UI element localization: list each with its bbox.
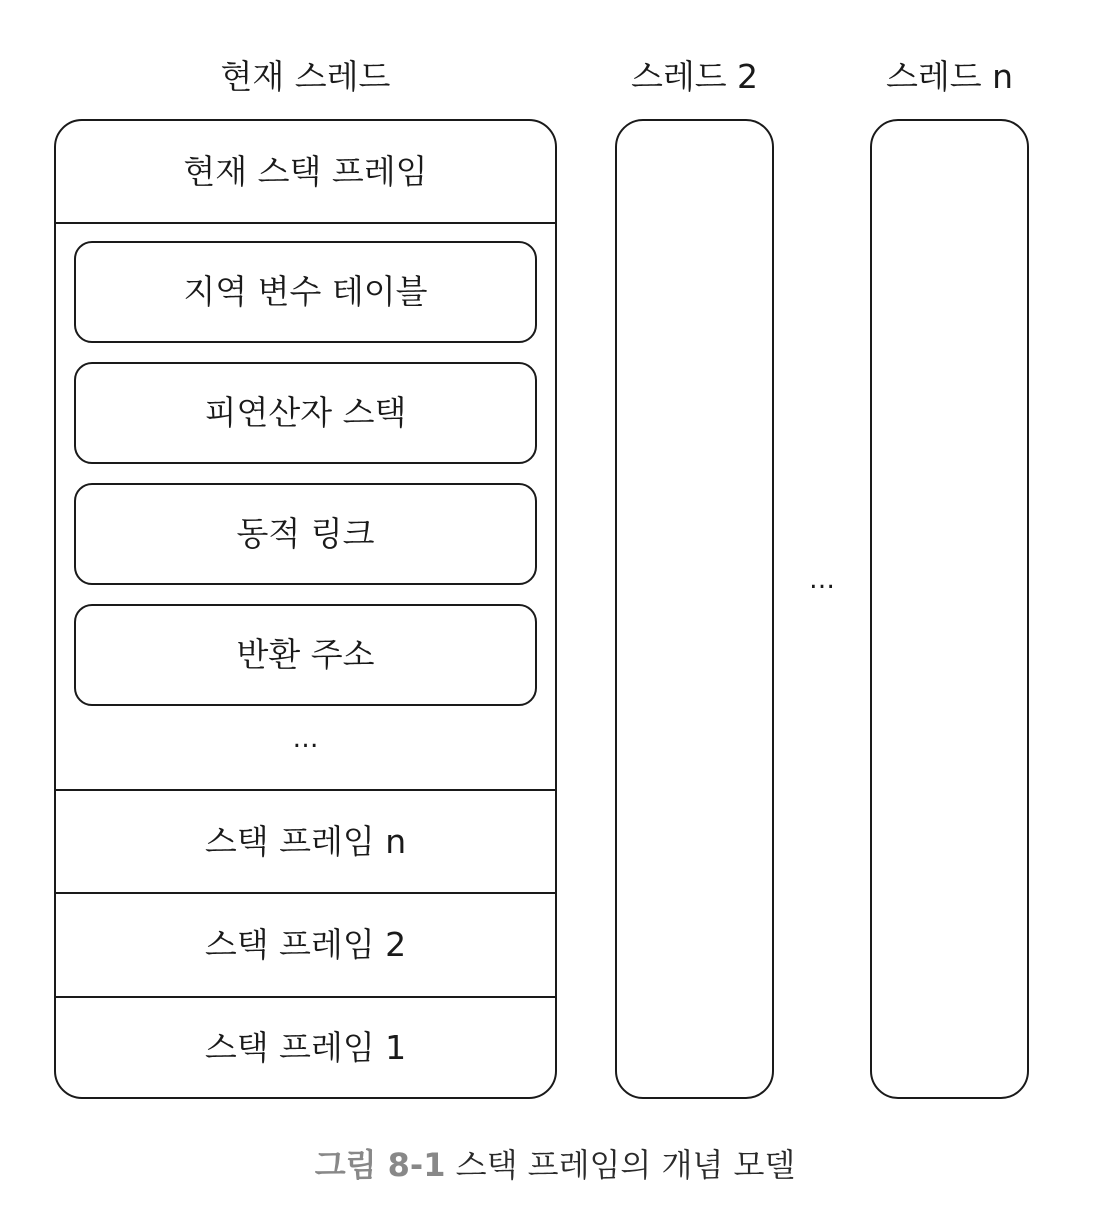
stack-frame-2: 스택 프레임 2 <box>204 925 407 964</box>
thread-n-stack <box>870 119 1029 1099</box>
figure-number: 그림 8-1 <box>314 1146 446 1184</box>
return-address-box: 반환 주소 <box>74 604 537 706</box>
thread-2-title: 스레드 2 <box>630 57 759 96</box>
current-stack-frame-label: 현재 스택 프레임 <box>183 152 428 191</box>
frame-contents-ellipsis: … <box>292 724 319 754</box>
threads-ellipsis: … <box>809 565 835 595</box>
current-thread-title: 현재 스레드 <box>220 57 391 96</box>
current-thread-stack <box>54 119 557 1099</box>
dynamic-link-box: 동적 링크 <box>74 483 537 585</box>
figure-caption-text: 스택 프레임의 개념 모델 <box>455 1146 796 1184</box>
thread-2-stack <box>615 119 774 1099</box>
operand-stack-box: 피연산자 스택 <box>74 362 537 464</box>
divider <box>56 222 555 224</box>
local-variable-table-box: 지역 변수 테이블 <box>74 241 537 343</box>
stack-frame-n: 스택 프레임 n <box>204 822 407 861</box>
figure-caption <box>0 1140 1110 1190</box>
stack-frame-1: 스택 프레임 1 <box>204 1028 407 1067</box>
thread-n-title: 스레드 n <box>885 57 1014 96</box>
